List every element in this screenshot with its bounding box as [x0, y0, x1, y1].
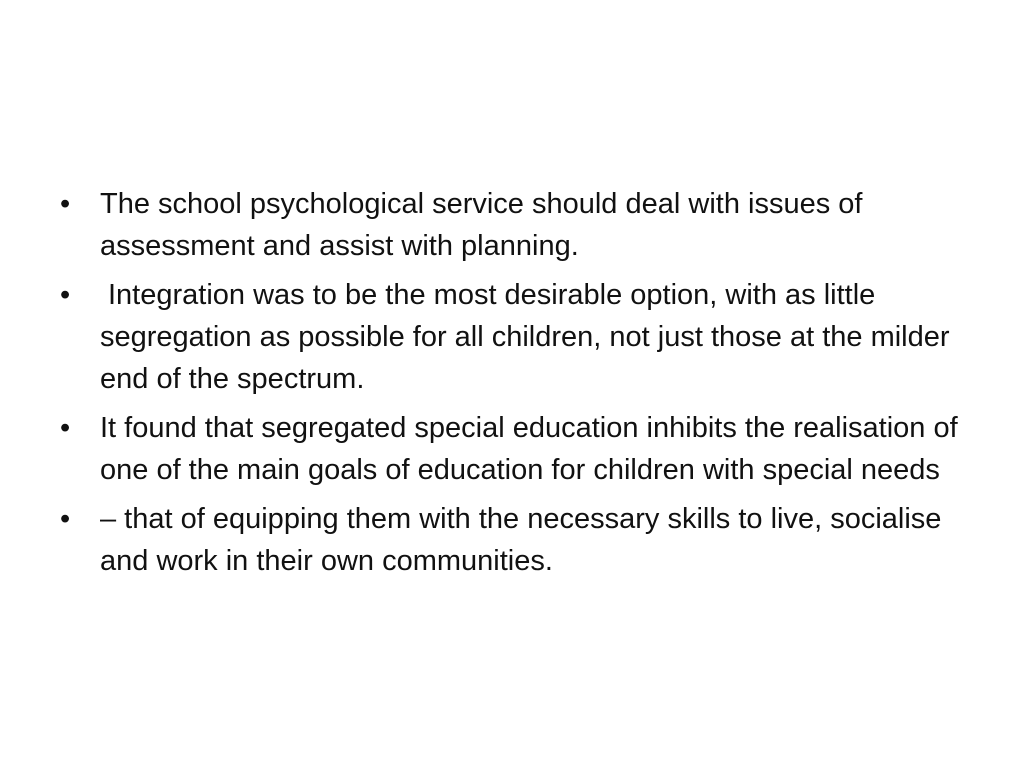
bullet-marker: • — [60, 503, 71, 535]
bullet-marker: • — [60, 279, 71, 311]
bullet-item-3 — [60, 407, 965, 491]
bullet-text-4: – that of equipping them with the necessary skills to live, socialise and work in their own communities. — [100, 503, 942, 577]
bullet-text-3: It found that segregated special education inhibits the realisation of one of the main goals of education for children with special needs — [100, 412, 958, 486]
bullet-text-1: The school psychological service should deal with issues of assessment and assist with planning. — [100, 188, 863, 262]
bullet-item-4 — [60, 498, 965, 582]
bullet-marker: • — [60, 188, 71, 220]
bullet-item-1 — [60, 183, 965, 267]
bullet-item-2 — [60, 274, 965, 400]
bullet-list — [60, 183, 965, 589]
bullet-marker: • — [60, 412, 71, 444]
bullet-text-2: Integration was to be the most desirable option, with as little segregation as possible for all children, not just those at the milder end of the spectrum. — [100, 279, 950, 395]
